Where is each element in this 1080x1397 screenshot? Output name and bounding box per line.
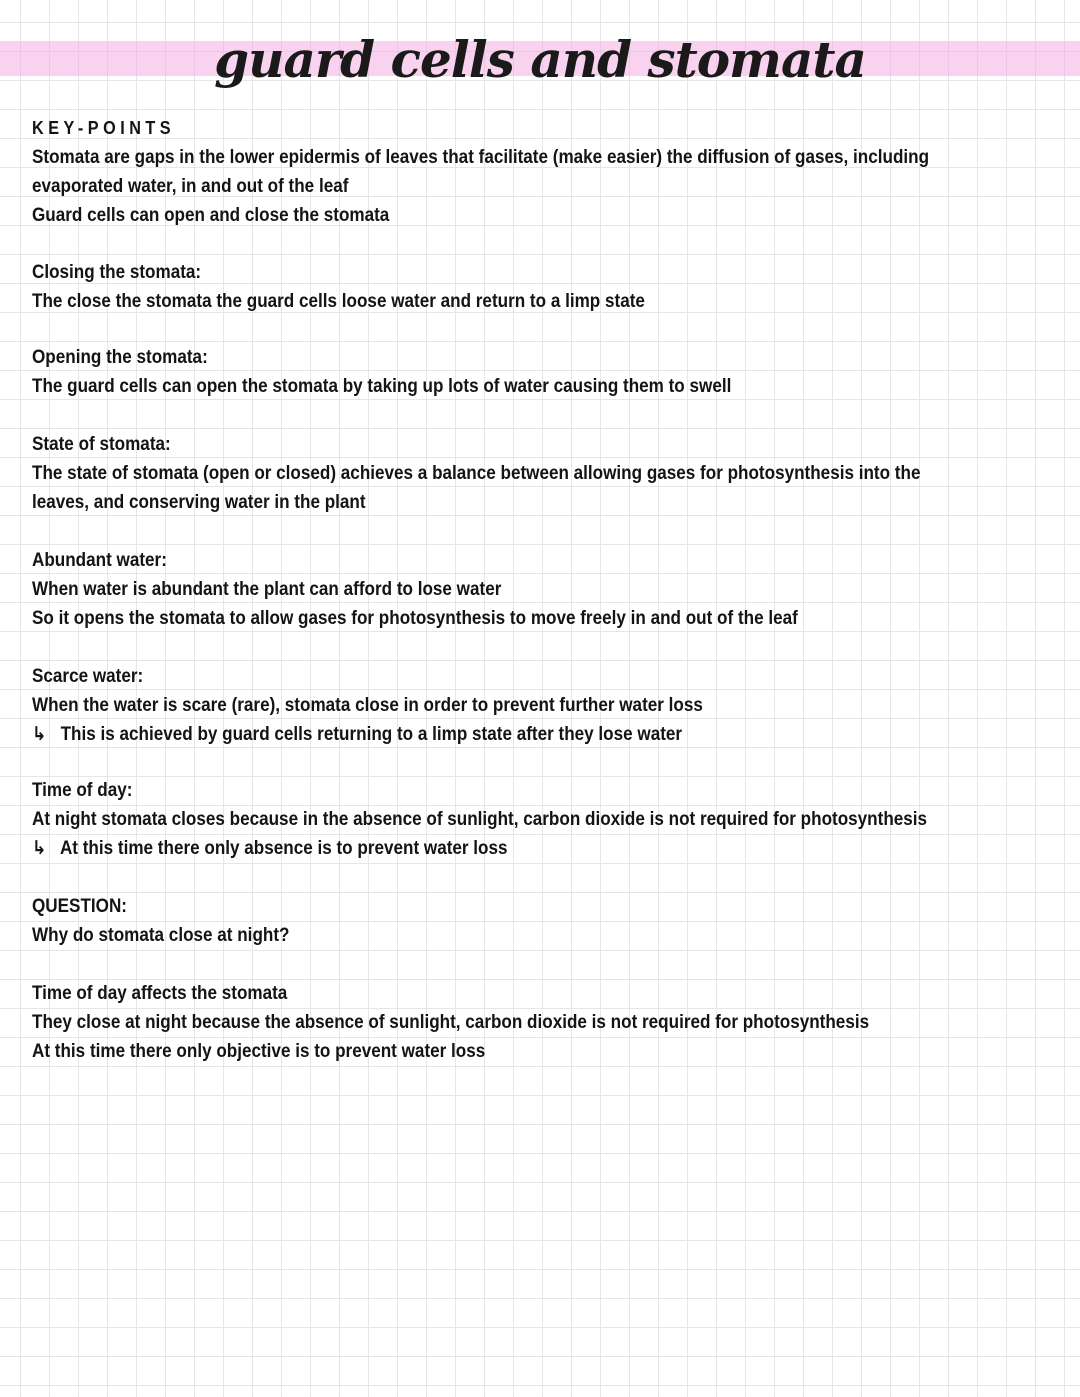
note-line: Stomata are gaps in the lower epidermis of leaves that facilitate (make easier) the diffusion of gases, including <box>32 147 930 168</box>
note-line: When the water is scare (rare), stomata close in order to prevent further water loss <box>32 695 703 716</box>
note-line: The guard cells can open the stomata by taking up lots of water causing them to swell <box>32 376 732 397</box>
section-heading: QUESTION: <box>32 896 128 917</box>
note-line: They close at night because the absence of sunlight, carbon dioxide is not required for photosynthesis <box>32 1012 870 1033</box>
section-heading: Opening the stomata: <box>32 347 208 368</box>
section-answer <box>32 979 1080 1066</box>
section-heading: KEY-POINTS <box>32 118 176 138</box>
note-line: Why do stomata close at night? <box>32 925 290 946</box>
note-line: So it opens the stomata to allow gases for photosynthesis to move freely in and out of the leaf <box>32 608 798 629</box>
section-abundant-water <box>32 546 1080 633</box>
note-line: evaporated water, in and out of the leaf <box>32 176 349 197</box>
section-state-of-stomata <box>32 430 1080 517</box>
note-line: leaves, and conserving water in the plant <box>32 492 366 513</box>
section-question <box>32 892 1080 950</box>
note-line: At night stomata closes because in the absence of sunlight, carbon dioxide is not required for photosynthesis <box>32 809 928 830</box>
note-line: The close the stomata the guard cells loose water and return to a limp state <box>32 291 645 312</box>
note-line: Guard cells can open and close the stomata <box>32 205 390 226</box>
section-heading: Time of day: <box>32 780 133 801</box>
section-heading: State of stomata: <box>32 434 171 455</box>
note-line: Time of day affects the stomata <box>32 983 288 1004</box>
section-heading: Scarce water: <box>32 666 144 687</box>
note-line: When water is abundant the plant can afford to lose water <box>32 579 502 600</box>
note-line-arrow: ↳ At this time there only absence is to prevent water loss <box>32 838 508 859</box>
section-time-of-day <box>32 776 1080 863</box>
section-heading: Closing the stomata: <box>32 262 202 283</box>
section-closing-stomata <box>32 258 1080 316</box>
page-title: guard cells and stomata <box>214 30 866 89</box>
section-heading: Abundant water: <box>32 550 167 571</box>
note-line: The state of stomata (open or closed) achieves a balance between allowing gases for photosynthesis into the <box>32 463 921 484</box>
section-opening-stomata <box>32 343 1080 401</box>
note-line: At this time there only objective is to prevent water loss <box>32 1041 486 1062</box>
section-key-points <box>32 114 1080 230</box>
note-line-arrow: ↳ This is achieved by guard cells returning to a limp state after they lose water <box>32 724 683 745</box>
section-scarce-water <box>32 662 1080 749</box>
